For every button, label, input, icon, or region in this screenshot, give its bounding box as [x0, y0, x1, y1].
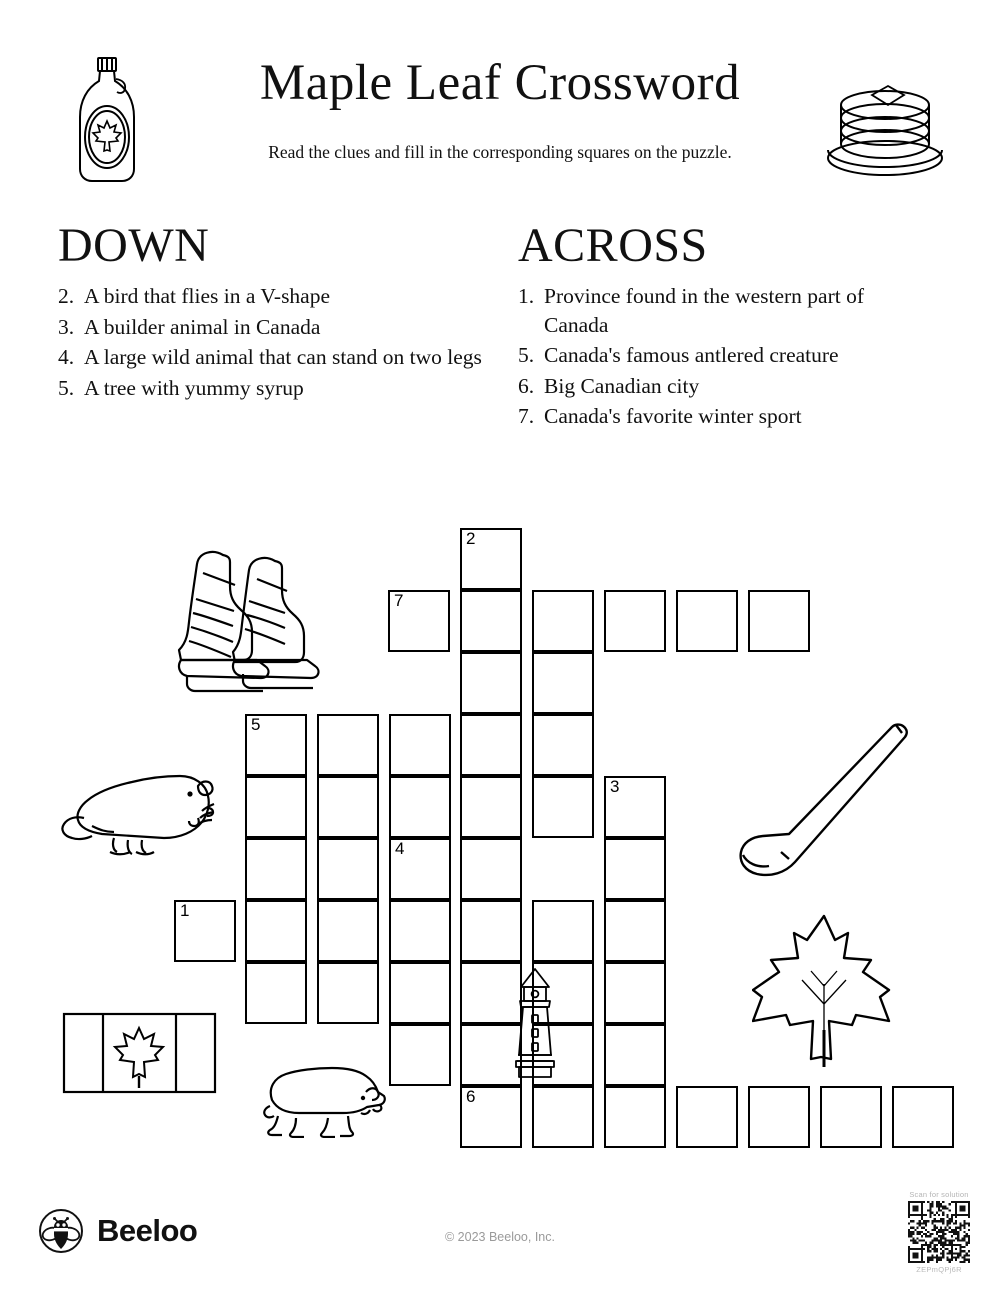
clue-text: A large wild animal that can stand on two legs: [84, 345, 482, 370]
clue-text: A builder animal in Canada: [84, 314, 321, 339]
copyright-text: © 2023 Beeloo, Inc.: [445, 1230, 555, 1244]
grid-cell[interactable]: [317, 900, 379, 962]
grid-cell[interactable]: [532, 590, 594, 652]
grid-cell-numbered[interactable]: [389, 838, 451, 900]
grid-cell[interactable]: [317, 714, 379, 776]
grid-cell-number: 6: [466, 1087, 476, 1106]
grid-cell[interactable]: [532, 1086, 594, 1148]
maple-leaf-icon: [752, 912, 897, 1072]
grid-cell[interactable]: [604, 1086, 666, 1148]
grid-cell[interactable]: [245, 838, 307, 900]
grid-cell[interactable]: [460, 900, 522, 962]
grid-cell[interactable]: [532, 714, 594, 776]
grid-cell[interactable]: [676, 590, 738, 652]
grid-cell-number: 7: [394, 591, 404, 610]
grid-cell[interactable]: [460, 776, 522, 838]
clue-text: A bird that flies in a V-shape: [84, 284, 331, 308]
clue-number: 7.: [518, 404, 535, 429]
grid-cell[interactable]: [748, 590, 810, 652]
grid-cell[interactable]: [748, 1086, 810, 1148]
clue-text: Big Canadian city: [544, 373, 700, 398]
grid-cell[interactable]: [604, 900, 666, 962]
grid-cell[interactable]: [460, 714, 522, 776]
qr-solution-block[interactable]: [903, 1190, 975, 1274]
qr-code-image: [908, 1201, 970, 1263]
grid-cell[interactable]: [389, 900, 451, 962]
ice-skates-icon: [165, 533, 337, 693]
grid-cell[interactable]: [389, 962, 451, 1024]
grid-cell[interactable]: [532, 776, 594, 838]
clue-number: 5.: [518, 343, 535, 368]
clue-number: 1.: [518, 284, 535, 308]
grid-cell[interactable]: [460, 652, 522, 714]
grid-cell[interactable]: [604, 1024, 666, 1086]
clue-number: 4.: [58, 345, 75, 370]
canada-flag-icon: [62, 1002, 217, 1104]
grid-cell[interactable]: [389, 1024, 451, 1086]
grid-cell[interactable]: [604, 838, 666, 900]
grid-cell[interactable]: [317, 838, 379, 900]
clue-text: Canada's favorite winter sport: [544, 404, 802, 429]
grid-cell[interactable]: [532, 652, 594, 714]
page-title: Maple Leaf Crossword: [259, 55, 741, 111]
brand-name: Beeloo: [97, 1213, 198, 1248]
lighthouse-icon: [505, 967, 565, 1079]
grid-cell-numbered[interactable]: [604, 776, 666, 838]
grid-cell[interactable]: [245, 776, 307, 838]
qr-code-text: ZEPmQPj6R: [916, 1265, 962, 1274]
down-heading: DOWN: [58, 219, 210, 272]
qr-caption: Scan for solution: [909, 1190, 969, 1199]
page-subtitle: Read the clues and fill in the corresponding squares on the puzzle.: [268, 142, 732, 162]
grid-cell-numbered[interactable]: [174, 900, 236, 962]
grid-cell[interactable]: [245, 962, 307, 1024]
clue-text: Province found in the western part of Canada: [544, 284, 865, 337]
grid-cell[interactable]: [604, 590, 666, 652]
beaver-icon: [58, 760, 218, 860]
hockey-stick-icon: [735, 722, 910, 892]
grid-cell[interactable]: [532, 900, 594, 962]
grid-cell[interactable]: [820, 1086, 882, 1148]
polar-bear-icon: [262, 1058, 387, 1138]
grid-cell[interactable]: [317, 962, 379, 1024]
grid-cell[interactable]: [892, 1086, 954, 1148]
grid-cell[interactable]: [317, 776, 379, 838]
grid-cell[interactable]: [604, 962, 666, 1024]
clue-number: 2.: [58, 284, 75, 308]
clue-number: 3.: [58, 314, 75, 339]
clue-number: 5.: [58, 375, 75, 400]
clue-number: 6.: [518, 373, 535, 398]
grid-cell-number: 4: [395, 839, 405, 858]
grid-cell[interactable]: [389, 776, 451, 838]
clue-text: A tree with yummy syrup: [84, 375, 304, 400]
grid-cell[interactable]: [460, 590, 522, 652]
across-heading: ACROSS: [518, 219, 708, 272]
clue-text: Canada's famous antlered creature: [544, 343, 839, 368]
grid-cell[interactable]: [245, 900, 307, 962]
grid-cell-numbered[interactable]: [460, 1086, 522, 1148]
grid-cell[interactable]: [460, 838, 522, 900]
grid-cell-numbered[interactable]: [388, 590, 450, 652]
grid-cell-number: 5: [251, 715, 261, 734]
grid-cell-number: 1: [180, 901, 190, 920]
grid-cell[interactable]: [389, 714, 451, 776]
grid-cell-numbered[interactable]: [245, 714, 307, 776]
grid-cell[interactable]: [676, 1086, 738, 1148]
grid-cell-numbered[interactable]: [460, 528, 522, 590]
grid-cell-number: 3: [610, 777, 620, 796]
grid-cell-number: 2: [466, 529, 476, 548]
